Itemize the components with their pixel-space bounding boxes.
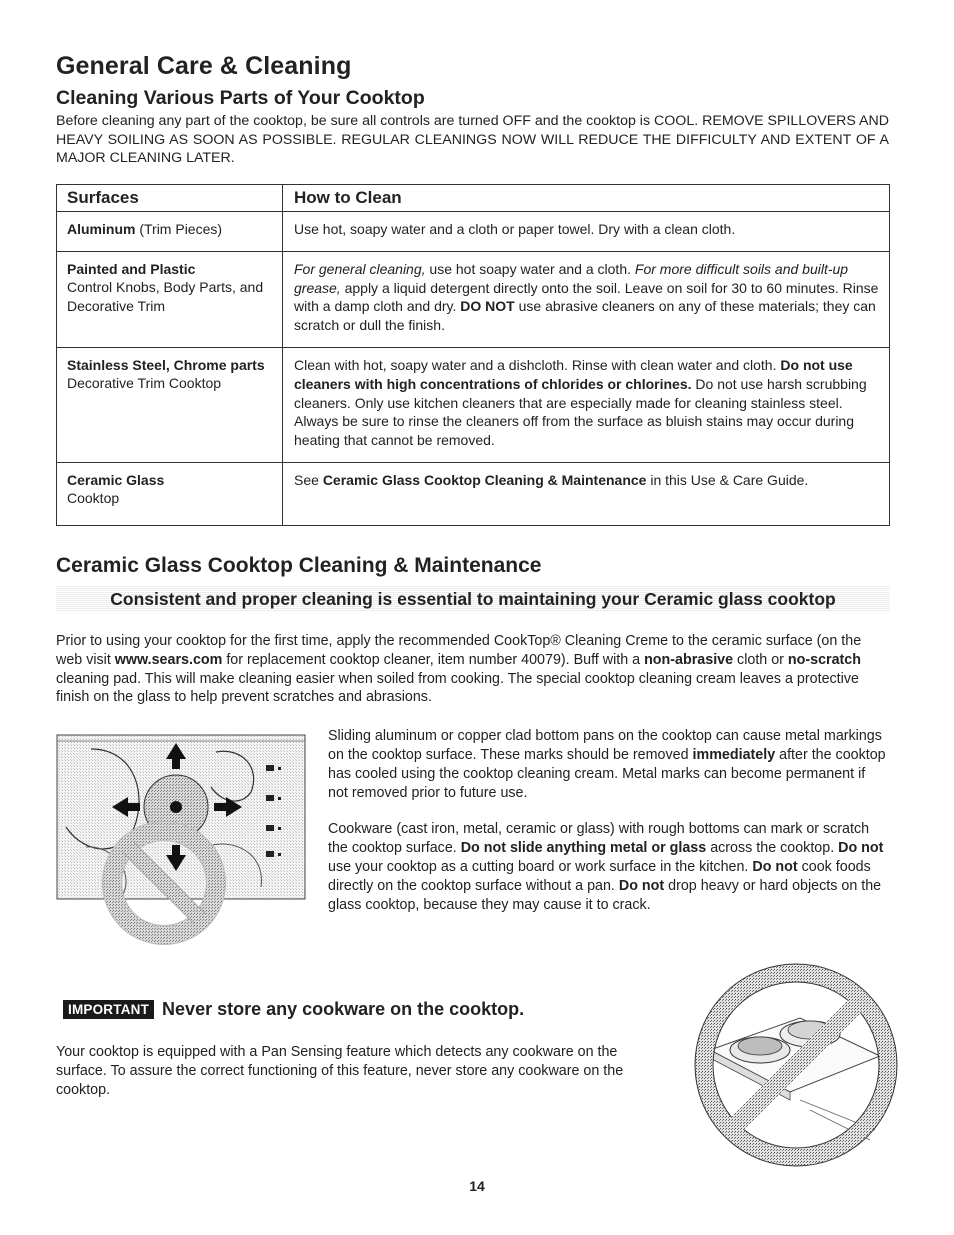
table-row	[57, 251, 890, 347]
table-row	[57, 462, 890, 525]
page-number: 14	[469, 1178, 485, 1194]
ceramic-banner: Consistent and proper cleaning is essential to maintaining your Ceramic glass cooktop	[56, 586, 890, 612]
cleaning-table	[56, 184, 890, 526]
section-subtitle: Cleaning Various Parts of Your Cooktop	[56, 87, 425, 109]
no-storage-on-cooktop-icon	[690, 960, 902, 1170]
how-cell: Use hot, soapy water and a cloth or paper towel. Dry with a clean cloth.	[283, 212, 890, 252]
pan-sensing-paragraph: Your cooktop is equipped with a Pan Sensing feature which detects any cookware on the surface. To assure the correct functioning of this feature, never store any cookware on the cooktop.	[56, 1044, 624, 1098]
surface-cell: Stainless Steel, Chrome parts Decorative Trim Cooktop	[57, 347, 283, 462]
ceramic-section-heading: Ceramic Glass Cooktop Cleaning & Maintenance	[56, 554, 542, 577]
ceramic-intro-paragraph: Prior to using your cooktop for the first time, apply the recommended CookTop® Cleaning Creme to the ceramic surface (on the web visit www.sears.com for replacement cooktop cleaner, item number 40079). Buff with a non-abrasive cloth or no-scratch cleaning pad. This will make cleaning easier when soiled from cooking. The special cooktop cleaning cream leaves a protective finish on the glass to help prevent scratches and abrasions.	[56, 633, 862, 706]
important-badge: IMPORTANT	[63, 1000, 154, 1019]
how-cell: For general cleaning, use hot soapy water and a cloth. For more difficult soils and built-up grease, apply a liquid detergent directly onto the soil. Leave on soil for 30 to 60 minutes. Rinse with a damp cloth and dry. DO NOT use abrasive cleaners on any of these materials; they can scratch or dull the finish.	[283, 251, 890, 347]
surface-cell: Painted and Plastic Control Knobs, Body Parts, and Decorative Trim	[57, 251, 283, 347]
table-row	[57, 212, 890, 252]
table-header-row	[57, 185, 890, 212]
important-heading-row	[63, 996, 524, 1022]
header-surfaces: Surfaces	[57, 185, 283, 212]
table-row	[57, 347, 890, 462]
no-sliding-cookware-icon	[56, 727, 316, 949]
page-title: General Care & Cleaning	[56, 52, 352, 80]
how-cell: Clean with hot, soapy water and a dishcloth. Rinse with clean water and cloth. Do not use cleaners with high concentrations of chlorides or chlorines. Do not use harsh scrubbing cleaners. Only use kitchen cleaners that are especially made for cleaning stainless steel. Always be sure to rinse the cleaners off from the surface as bluish stains may occur during heating that cannot be removed.	[283, 347, 890, 462]
intro-paragraph: Before cleaning any part of the cooktop, be sure all controls are turned OFF and the cooktop is COOL. REMOVE SPILLOVERS AND HEAVY SOILING AS SOON AS POSSIBLE. REGULAR CLEANINGS NOW WILL REDUCE THE DIFFICULTY AND EXTENT OF A MAJOR CLEANING LATER.	[56, 113, 889, 166]
how-cell: See Ceramic Glass Cooktop Cleaning & Maintenance in this Use & Care Guide.	[283, 462, 890, 525]
cookware-paragraph: Cookware (cast iron, metal, ceramic or glass) with rough bottoms can mark or scratch the cooktop surface. Do not slide anything metal or glass across the cooktop. Do not use your cooktop as a cutting board or work surface in the kitchen. Do not cook foods directly on the cooktop surface without a pan. Do not drop heavy or hard objects on the glass cooktop, because they may cause it to crack.	[328, 821, 884, 913]
surface-cell: Ceramic Glass Cooktop	[57, 462, 283, 525]
header-how-to-clean: How to Clean	[283, 185, 890, 212]
surface-cell: Aluminum (Trim Pieces)	[57, 212, 283, 252]
metal-marks-paragraph: Sliding aluminum or copper clad bottom pans on the cooktop can cause metal markings on the cooktop surface. These marks should be removed immediately after the cooktop has cooled using the cooktop cleaning cream. Metal marks can become permanent if not removed prior to future use.	[328, 728, 886, 801]
important-heading: Never store any cookware on the cooktop.	[162, 998, 525, 1019]
